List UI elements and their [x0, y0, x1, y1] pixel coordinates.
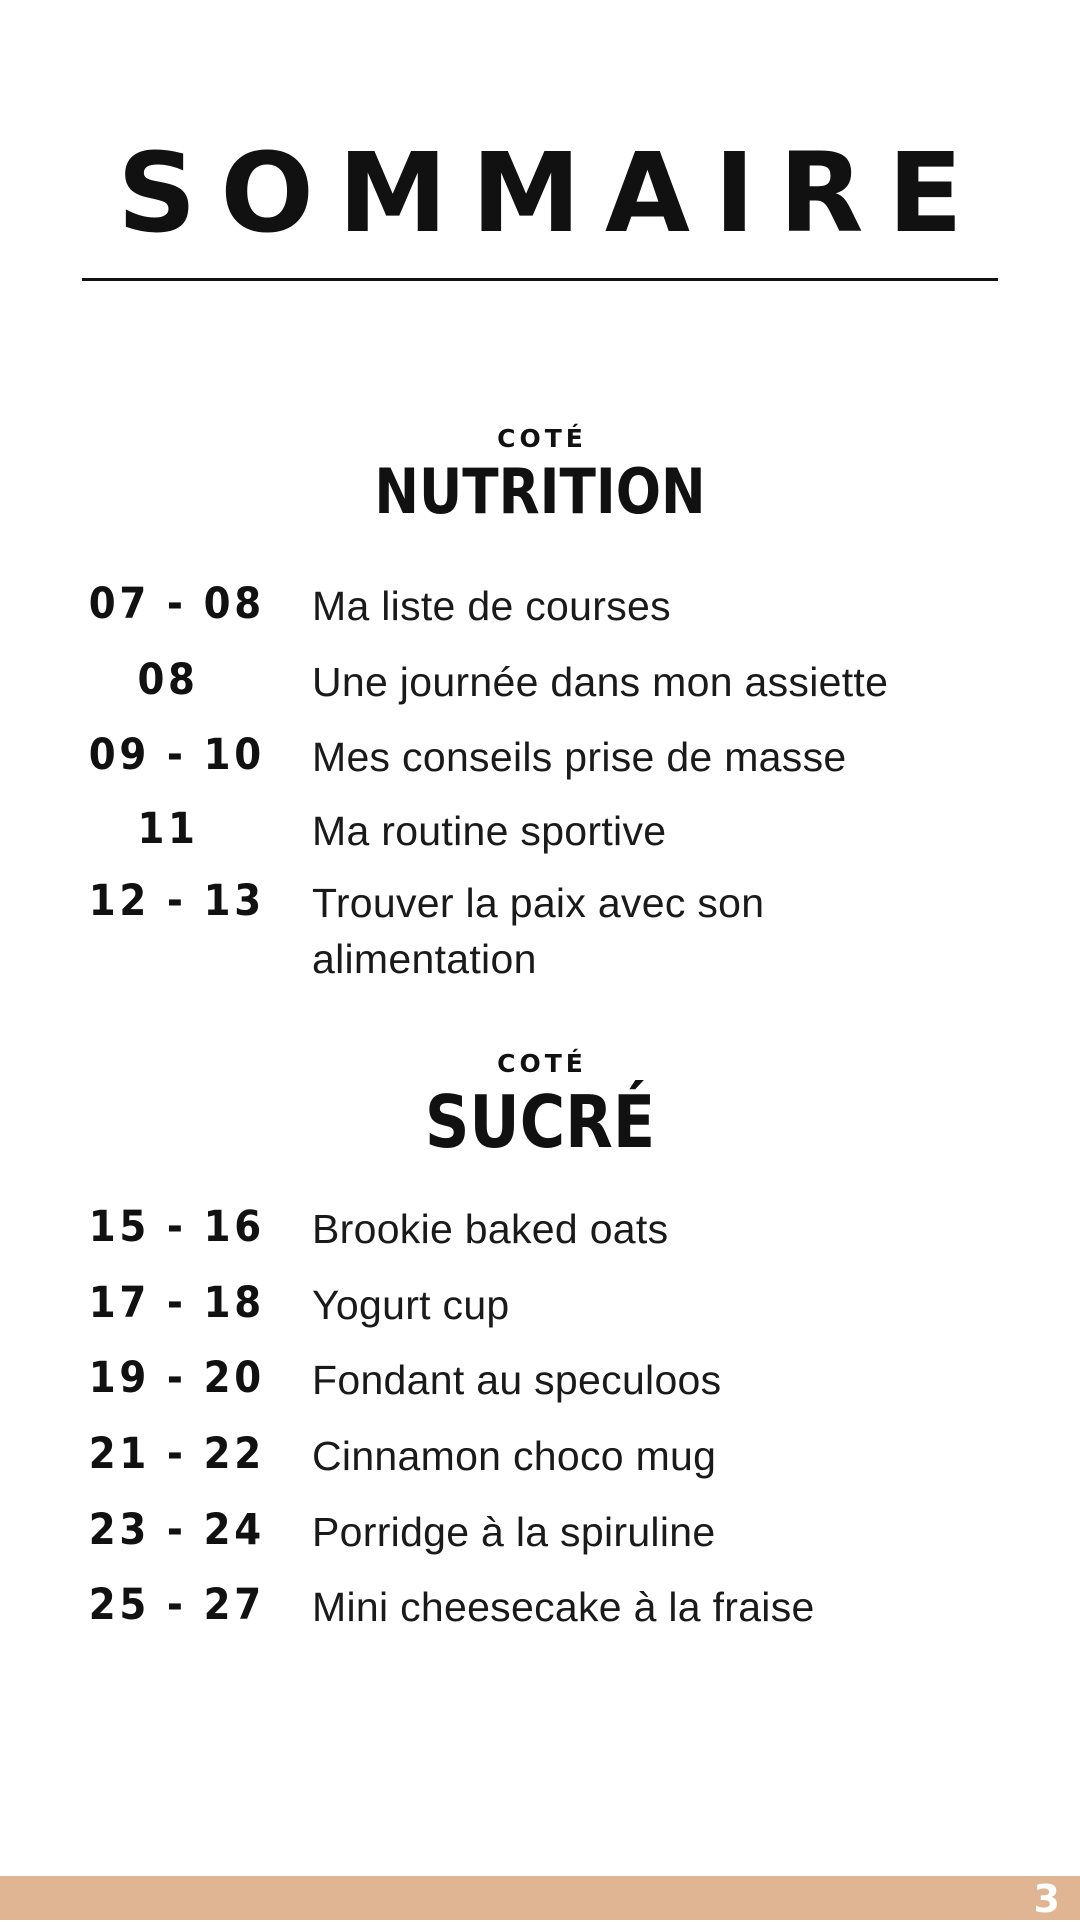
toc-page-range: 07 - 08	[88, 579, 265, 629]
title-divider	[82, 278, 998, 281]
toc-entry-title: Cinnamon choco mug	[312, 1433, 717, 1479]
toc-page-range: 09 - 10	[88, 730, 265, 780]
toc-entry-title: Porridge à la spiruline	[312, 1509, 716, 1555]
toc-entry-title-line2: alimentation	[312, 936, 537, 982]
toc-page-range: 21 - 22	[88, 1429, 265, 1479]
toc-entry-title: Fondant au speculoos	[312, 1357, 722, 1403]
toc-entry-title: Une journée dans mon assiette	[312, 659, 889, 705]
toc-page-range: 19 - 20	[88, 1353, 265, 1403]
section-heading-sucre: SUCRÉ	[424, 1080, 656, 1164]
toc-entry-title: Brookie baked oats	[312, 1206, 669, 1252]
toc-entry-title: Mes conseils prise de masse	[312, 734, 847, 780]
toc-entry-title: Yogurt cup	[312, 1282, 510, 1328]
footer-bar	[0, 1876, 1080, 1920]
toc-page-range: 12 - 13	[88, 876, 265, 926]
toc-page-range: 08	[137, 655, 199, 705]
page-number: 3	[1033, 1877, 1060, 1921]
section-heading-nutrition: NUTRITION	[374, 455, 706, 528]
page-title: SOMMAIRE	[117, 129, 987, 257]
section-kicker-sucre: COTÉ	[497, 1049, 587, 1078]
toc-entry-title-line1: Trouver la paix avec son	[312, 880, 765, 926]
section-kicker-nutrition: COTÉ	[497, 424, 587, 453]
toc-page-range: 11	[137, 804, 199, 854]
toc-page-range: 15 - 16	[88, 1202, 265, 1252]
toc-page-range: 23 - 24	[88, 1505, 265, 1555]
toc-entry-title: Mini cheesecake à la fraise	[312, 1584, 815, 1630]
toc-page-range: 25 - 27	[88, 1580, 265, 1630]
toc-entry-title: Ma routine sportive	[312, 808, 667, 854]
toc-entry-title: Ma liste de courses	[312, 583, 671, 629]
toc-page-range: 17 - 18	[88, 1278, 265, 1328]
